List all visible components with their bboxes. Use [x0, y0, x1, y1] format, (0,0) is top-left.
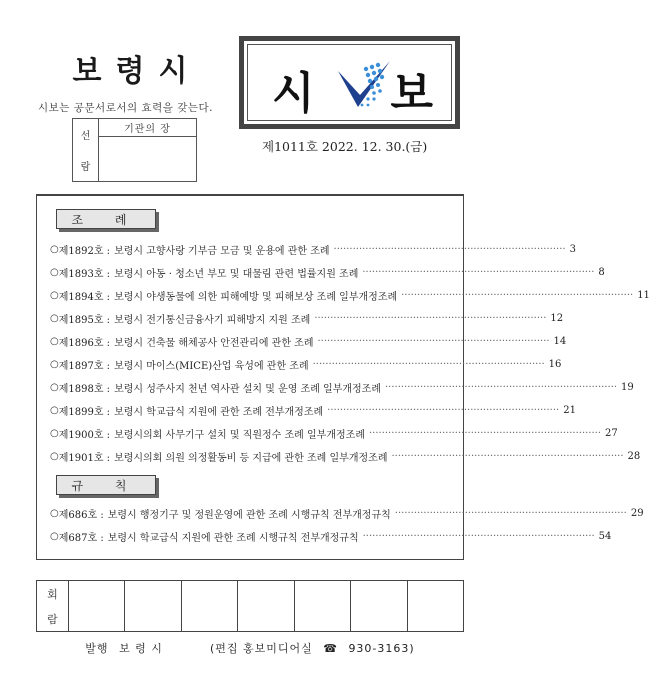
toc-item[interactable]: [50, 309, 564, 327]
toc-page: 21: [563, 404, 576, 416]
issue-line: 제1011호 2022. 12. 30.(금): [262, 139, 428, 154]
toc-leader-dots: ·········································································: [394, 507, 627, 519]
toc-title: 보령시 야생동물에 의한 피해예방 및 피해보상 조례 일부개정조례: [114, 291, 398, 303]
toc-bullet: ○: [50, 450, 59, 462]
toc-item[interactable]: [50, 240, 576, 258]
section-label-ordinance: 조 례: [56, 209, 156, 229]
telephone-icon: ☎: [323, 642, 338, 655]
circulation-content: [99, 119, 196, 181]
toc-number: 제1899호 :: [58, 406, 111, 418]
masthead: [239, 36, 460, 129]
toc-title: 보령시 전기통신금융사기 피해방지 지원 조례: [114, 314, 311, 326]
boryeong-city-logo-icon: [332, 55, 394, 117]
toc-bullet: ○: [50, 289, 59, 301]
circulation-label-bottom: 람: [80, 162, 91, 173]
toc-leader-dots: ·········································································: [401, 289, 634, 301]
toc-title: 보령시 마이스(MICE)산업 육성에 관한 조례: [114, 360, 309, 372]
toc-item[interactable]: [50, 263, 605, 281]
toc-item[interactable]: [50, 355, 562, 373]
toc-number: 제1898호 :: [58, 383, 111, 395]
review-table: [36, 580, 464, 632]
toc-title: 보령시의회 사무기구 설치 및 직원정수 조례 일부개정조례: [114, 429, 365, 441]
toc-page: 28: [627, 450, 641, 462]
circulation-label-top: 선: [80, 131, 91, 142]
editor: (편집 홍보미디어실: [209, 642, 313, 655]
toc-page: 8: [598, 266, 605, 278]
toc-page: 19: [621, 381, 634, 393]
toc-bullet: ○: [50, 243, 59, 255]
review-head-bottom: 람: [47, 612, 58, 626]
masthead-char-left: 시: [272, 68, 315, 119]
toc-bullet: ○: [50, 404, 59, 416]
review-cell: [351, 581, 407, 631]
review-cell: [238, 581, 294, 631]
review-head-top: 회: [47, 587, 58, 601]
circulation-label: [73, 119, 99, 181]
toc-page: 16: [548, 358, 562, 370]
toc-item[interactable]: [50, 527, 612, 545]
toc-bullet: ○: [50, 530, 59, 542]
toc-number: 제1896호 :: [58, 337, 111, 349]
toc-page: 3: [569, 243, 576, 255]
toc-number: 제1893호 :: [58, 268, 111, 280]
toc-number: 제687호 :: [58, 532, 104, 544]
toc-number: 제686호 :: [58, 509, 104, 521]
toc-title: 보령시 성주사지 천년 역사관 설치 및 운영 조례 일부개정조례: [114, 383, 381, 395]
toc-bullet: ○: [50, 335, 59, 347]
toc-item[interactable]: [50, 504, 644, 522]
city-name: 보령시: [72, 54, 202, 89]
circulation-head: 기관의 장: [99, 119, 196, 137]
toc-leader-dots: ·········································································: [317, 335, 550, 347]
toc-item[interactable]: [50, 286, 650, 304]
toc-title: 보령시 학교급식 지원에 관한 조례 시행규칙 전부개정규칙: [107, 532, 359, 544]
toc-number: 제1895호 :: [58, 314, 111, 326]
toc-number: 제1901호 :: [58, 452, 111, 464]
toc-title: 보령시 행정기구 및 정원운영에 관한 조례 시행규칙 전부개정규칙: [107, 509, 391, 521]
toc-leader-dots: ·········································································: [333, 243, 566, 255]
review-head: [37, 581, 69, 631]
toc-number: 제1897호 :: [58, 360, 111, 372]
toc-number: 제1894호 :: [58, 291, 111, 303]
masthead-char-right: 보: [390, 68, 433, 119]
toc-item[interactable]: [50, 447, 641, 465]
phone-number: 930-3163): [348, 642, 415, 655]
toc-leader-dots: ·········································································: [362, 266, 595, 278]
toc-bullet: ○: [50, 312, 59, 324]
circulation-sign-area: [99, 137, 196, 181]
toc-number: 제1900호 :: [58, 429, 111, 441]
effect-note: 시보는 공문서로서의 효력을 갖는다.: [38, 102, 213, 114]
toc-page: 29: [630, 507, 644, 519]
toc-page: 54: [598, 530, 612, 542]
review-cell: [295, 581, 351, 631]
toc-page: 11: [637, 289, 650, 301]
toc-bullet: ○: [50, 266, 59, 278]
review-cell: [69, 581, 125, 631]
publisher-label: 발행: [85, 642, 109, 655]
review-cell: [125, 581, 181, 631]
toc-title: 보령시의회 의원 의정활동비 등 지급에 관한 조례 일부개정조례: [114, 452, 388, 464]
toc-item[interactable]: [50, 401, 576, 419]
circulation-table: [72, 118, 197, 182]
toc-title: 보령시 학교급식 지원에 관한 조례 전부개정조례: [114, 406, 324, 418]
publisher: 보 령 시: [119, 642, 163, 655]
toc-leader-dots: ·········································································: [368, 427, 602, 439]
toc-item[interactable]: [50, 378, 634, 396]
toc-leader-dots: ·········································································: [327, 404, 560, 416]
toc-number: 제1892호 :: [58, 245, 111, 257]
toc-leader-dots: ·········································································: [385, 381, 618, 393]
toc-title: 보령시 건축물 해체공사 안전관리에 관한 조례: [114, 337, 314, 349]
toc-page: 14: [553, 335, 567, 347]
toc-leader-dots: ·········································································: [312, 358, 545, 370]
footer: [0, 640, 500, 656]
section-label-regulation: 규 칙: [56, 475, 156, 495]
toc-bullet: ○: [50, 381, 59, 393]
review-cell: [182, 581, 238, 631]
toc-title: 보령시 아동 · 청소년 부모 및 대물림 관련 법률지원 조례: [114, 268, 359, 280]
masthead-inner-border: [247, 44, 452, 121]
review-cell: [408, 581, 463, 631]
toc-page: 12: [550, 312, 564, 324]
toc-title: 보령시 고향사랑 기부금 모금 및 운용에 관한 조례: [114, 245, 330, 257]
toc-bullet: ○: [50, 427, 59, 439]
toc-leader-dots: ·········································································: [391, 450, 624, 462]
toc-item[interactable]: [50, 332, 567, 350]
toc-item[interactable]: [50, 424, 618, 442]
toc-leader-dots: ·········································································: [362, 530, 595, 542]
toc-bullet: ○: [50, 358, 59, 370]
toc-page: 27: [605, 427, 618, 439]
toc-leader-dots: ·········································································: [314, 312, 547, 324]
toc-bullet: ○: [50, 507, 59, 519]
